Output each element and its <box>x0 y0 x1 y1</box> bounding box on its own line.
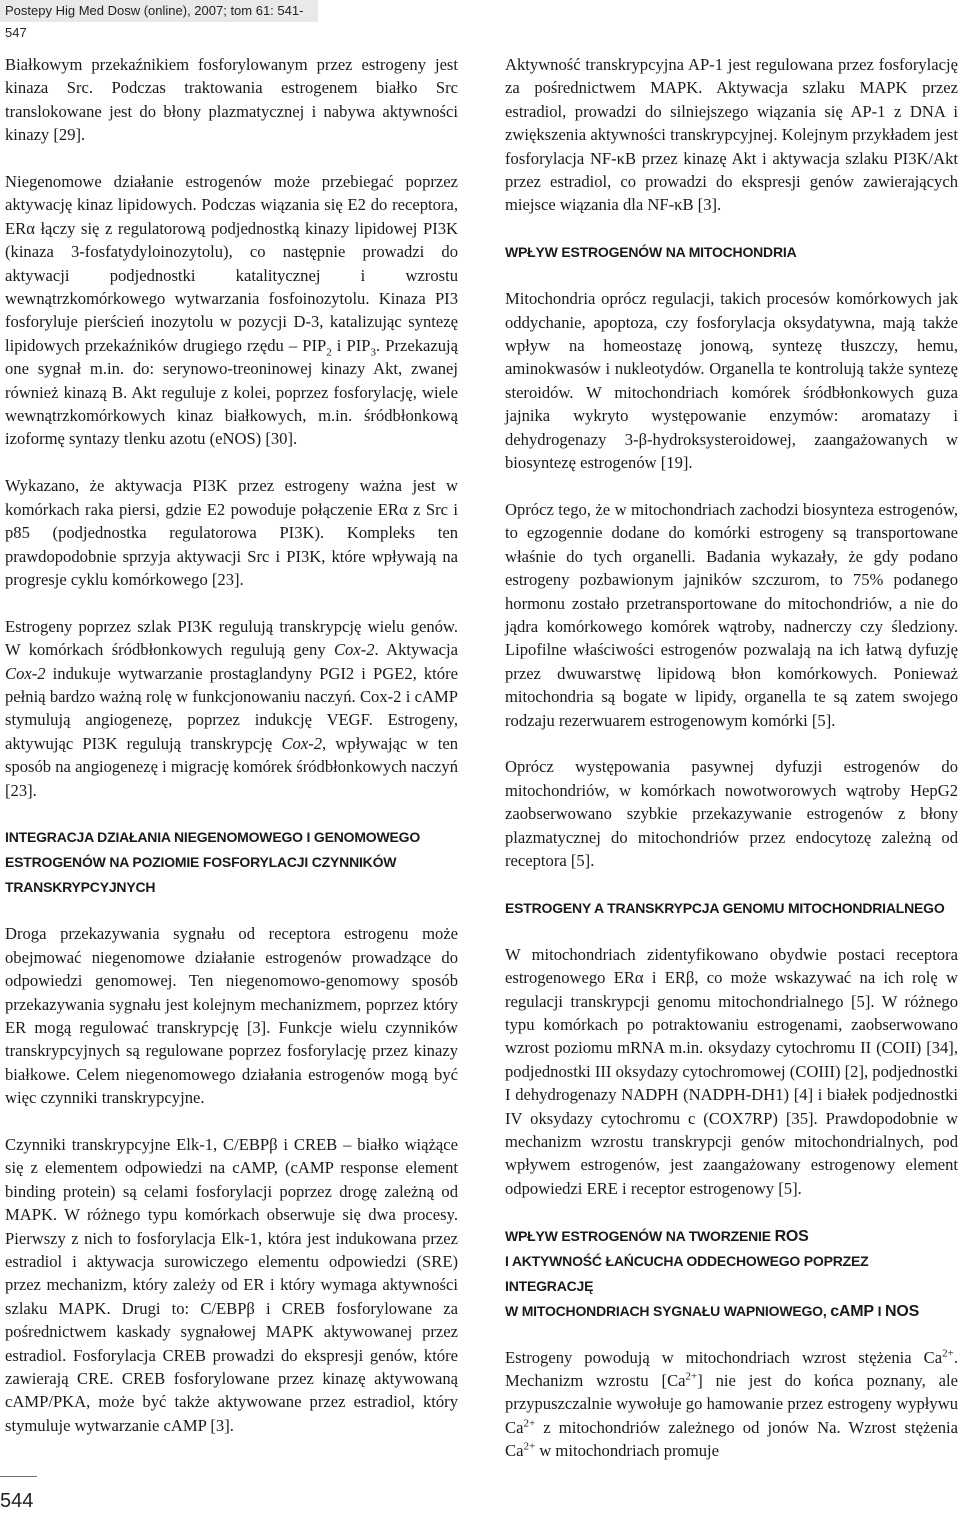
page-number: 544 <box>0 1490 34 1512</box>
superscript: 2+ <box>523 1417 536 1430</box>
gene-name: Cox-2 <box>333 640 375 660</box>
superscript: 2+ <box>523 1440 536 1453</box>
journal-citation: Postepy Hig Med Dosw (online), 2007; tom 61: 541-547 <box>5 3 304 40</box>
heading-line <box>505 1224 958 1249</box>
left-column <box>5 53 458 1437</box>
section-heading <box>505 1224 958 1324</box>
right-column <box>505 53 958 1463</box>
heading-text: NOS <box>884 1302 920 1320</box>
paragraph: Oprócz tego, że w mitochondriach zachodzi biosynteza estrogenów, to egzogennie dodane do komórki estrogeny są transportowane właśnie do tych organelli. Badania wykazały, że gdy podano estrogeny pozbawionym jajników szczurom, to 75% podanego hormonu zostało przetransportowane do mitochondriów, a nie do jądra komórkowego komórek wątroby, nadnerczy czy śledziony. Lipofilne właściwości estrogenów pozwalają na ich łatwą dyfuzję przez dwuwarstwę lipidową błon komórkowych. Ponieważ mitochondria są bogate w lipidy, organella te są zatem swojego rodzaju rezerwuarem estrogenowym komórki [5]. <box>505 499 958 730</box>
subscript: 2 <box>326 346 332 359</box>
heading-text: ROS <box>774 1227 809 1245</box>
paragraph <box>505 1346 958 1463</box>
text-run: . Aktywacja <box>374 640 458 660</box>
text-run: w mitochondriach promuje <box>535 1441 720 1461</box>
text-run: z mitochondriów zależnego od jonów Na. Wzrost stężenia Ca <box>505 1417 958 1461</box>
heading-line: WPŁYW ESTROGENÓW NA MITOCHONDRIA <box>505 244 797 261</box>
paragraph <box>5 615 458 802</box>
footer-rule <box>0 1476 37 1477</box>
section-heading <box>505 896 958 921</box>
gene-name: Cox-2 <box>281 733 323 753</box>
heading-text: W MITOCHONDRIACH SYGNAŁU WAPNIOWEGO, <box>505 1302 831 1319</box>
paragraph: Droga przekazywania sygnału od receptora estrogenu może obejmować niegenomowe działanie estrogenów prowadzące do odpowiedzi genomowej. Ten niegenomowo-genomowy sposób przekazywania sygnału jest kolejnym mechanizmem, poprzez który ER mogą regulować transkrypcję [3]. Funkcje wielu czynników transkrypcyjnych są regulowane poprzez fosforylację przez kinazy białkowe. Celem niegenomowego działania estrogenów mogą być więc czynniki transkrypcyjne. <box>5 924 458 1108</box>
paragraph: Aktywność transkrypcyjna AP-1 jest regulowana przez fosforylację za pośrednictwem MAPK. Aktywacja szlaku MAPK przez estradiol, prowadzi do silniejszego wiązania się AP-1 z DNA i zwiększenia aktywności transkrypcyjnej. Kolejnym przykładem jest fosforylacja NF-κB przez kinazę Akt i aktywacja szlaku PI3K/Akt przez estradiol, co prowadzi do ekspresji genów zawierających miejsce wiązania dla NF-κB [3]. <box>505 55 958 215</box>
running-header <box>0 0 318 40</box>
heading-line: TRANSKRYPCYJNYCH <box>5 879 156 896</box>
paragraph: Wykazano, że aktywacja PI3K przez estrogeny ważna jest w komórkach raka piersi, gdzie E2 powoduje połączenie ERα z Src i p85 (podjednostka regulatorowa PI3K). Kompleks ten prawdopodobnie sprzyja aktywacji Src i PI3K, które wpływają na progresje cyklu komórkowego [23]. <box>5 476 458 589</box>
heading-line: I AKTYWNOŚĆ ŁAŃCUCHA ODDECHOWEGO POPRZEZ INTEGRACJĘ <box>505 1252 869 1294</box>
text-run: . Mechanizm wzrostu [Ca <box>505 1347 958 1391</box>
heading-text: cAMP <box>830 1302 874 1320</box>
heading-line: ESTROGENY A TRANSKRYPCJA GENOMU MITOCHONDRIALNEGO <box>505 899 945 916</box>
gene-name: Cox-2 <box>5 663 46 683</box>
superscript: 2+ <box>942 1347 954 1360</box>
heading-line: ESTROGENÓW NA POZIOMIE FOSFORYLACJI CZYNNIKÓW <box>5 854 397 871</box>
text-run: Estrogeny powodują w mitochondriach wzrost stężenia Ca <box>505 1347 943 1367</box>
superscript: 2+ <box>685 1370 698 1383</box>
text-run: i PIP <box>331 335 371 355</box>
paragraph: Oprócz występowania pasywnej dyfuzji estrogenów do mitochondriów, w komórkach nowotworowych wątroby HepG2 zaobserwowano szybkie przekazywanie estrogenów z błony plazmatycznej do mitochondriów przez endocytozę zależną od receptora [5]. <box>505 757 958 870</box>
text-run: , wpływając w ten sposób na angiogenezę i migrację komórek śródbłonkowych naczyń [23]. <box>5 733 458 800</box>
paragraph <box>5 170 458 451</box>
text-run: . Przekazują one sygnał m.in. do: serynowo-treoninowej kinazy Akt, zwanej również kinazą B. Akt reguluje z kolei, poprzez fosforylację, wiele wewnątrzkomórkowych kinaz białkowych, m.in. śródbłonkową izoformę syntazy tlenku azotu (eNOS) [30]. <box>5 335 458 449</box>
text-run: indukuje wytwarzanie prostaglandyny PGI2 i PGE2, które pełnią bardzo ważną rolę w funkcjonowaniu naczyń. Cox-2 i cAMP stymulują angiogenezę, poprzez indukcję VEGF. Estrogeny, aktywując PI3K regulują transkrypcję <box>5 663 458 753</box>
text-run: ] nie jest do końca poznany, ale przypuszczalnie wywołuje go hamowanie przez estrogeny wypływu Ca <box>505 1371 958 1437</box>
heading-text: I <box>873 1302 885 1319</box>
paragraph: Czynniki transkrypcyjne Elk-1, C/EBPβ i CREB – białko wiążące się z elementem odpowiedzi na cAMP, (cAMP response element binding protein) są celami fosforylacji poprzez drogę zależną od MAPK. W różnego typu komórkach obserwuje się dwa procesy. Pierwszy z nich to fosforylacja Elk-1, która jest indukowana przez estradiol i aktywacja surowiczego elementu odpowiedzi (SRE) przez mechanizm, który zależy od ER i który wymaga aktywności szlaku MAPK. Drugi to: C/EBPβ i CREB fosforylowane za pośrednictwem kaskady sygnałowej MAPK aktywowanej przez estradiol. Fosforylacja CREB prowadzi do ekspresji genów, które zawierają CRE. CREB fosforylowane przez kinazę aktywowaną cAMP/PKA, może być także aktywowane przez estradiol, który stymuluje wytwarzanie cAMP [3]. <box>5 1134 458 1435</box>
subscript: 3 <box>370 346 376 359</box>
heading-line <box>505 1299 958 1324</box>
text-run: Estrogeny poprzez szlak PI3K regulują transkrypcję wielu genów. W komórkach śródbłonkowych regulują geny <box>5 616 458 660</box>
section-heading <box>5 825 458 900</box>
heading-line: INTEGRACJA DZIAŁANIA NIEGENOMOWEGO I GENOMOWEGO <box>5 829 421 846</box>
text-run: Niegenomowe działanie estrogenów może przebiegać poprzez aktywację kinaz lipidowych. Podczas wiązania się E2 do receptora, ERα łączy się z regulatorową podjednostką kinazy lipidowej PI3K (kinaza 3-fosfatydyloinozytolu), co następnie prowadzi do aktywacji podjednostki katalitycznej i wzrostu wewnątrzkomórkowego wytwarzania fosfoinozytolu. Kinaza PI3 fosforyluje pierścień inozytolu w pozycji D-3, katalizując syntezę lipidowych przekaźników drugiego rzędu – PIP <box>5 172 458 355</box>
paragraph: W mitochondriach zidentyfikowano obydwie postaci receptora estrogenowego ERα i ERβ, co może wskazywać na ich rolę w regulacji transkrypcji genomu mitochondrialnego [5]. W różnego typu komórkach po potraktowaniu estrogenami, zaobserwowano wzrost poziomu mRNA m.in. oksydazy cytochromu II (COII) [34], podjednostki III oksydazy cytochromowej (COIII) [2], podjednostki I dehydrogenazy NADPH (NADPH-DH1) [4] i białek podjednostki IV oksydazy cytochromu c (COX7RP) [35]. Prawdopodobnie w mechanizm wzrostu transkrypcji genów mitochondrialnych, pod wpływem estrogenów, jest zaangażowany estrogenowy element odpowiedzi ERE i receptor estrogenowy [5]. <box>505 944 958 1198</box>
paragraph: Mitochondria oprócz regulacji, takich procesów komórkowych jak oddychanie, apoptoza, czy fosforylacja oksydatywna, mają także wpływ na homeostazę jonową, syntezę tłuszczy, hemu, aminokwasów i nukleotydów. Organella te kontrolują także syntezę steroidów. W mitochondriach komórek śródbłonkowych guza jajnika wykryto występowanie enzymów: aromatazy i dehydrogenazy 3-β-hydroksysteroidowej, zaangażowanych w biosyntezę estrogenów [19]. <box>505 289 958 473</box>
section-heading <box>505 240 958 265</box>
paragraph: Białkowym przekaźnikiem fosforylowanym przez estrogeny jest kinaza Src. Podczas traktowania estrogenem białko Src translokowane jest do błony plazmatycznej i nabywa aktywności kinazy [29]. <box>5 55 458 145</box>
heading-text: WPŁYW ESTROGENÓW NA TWORZENIE <box>505 1227 775 1244</box>
